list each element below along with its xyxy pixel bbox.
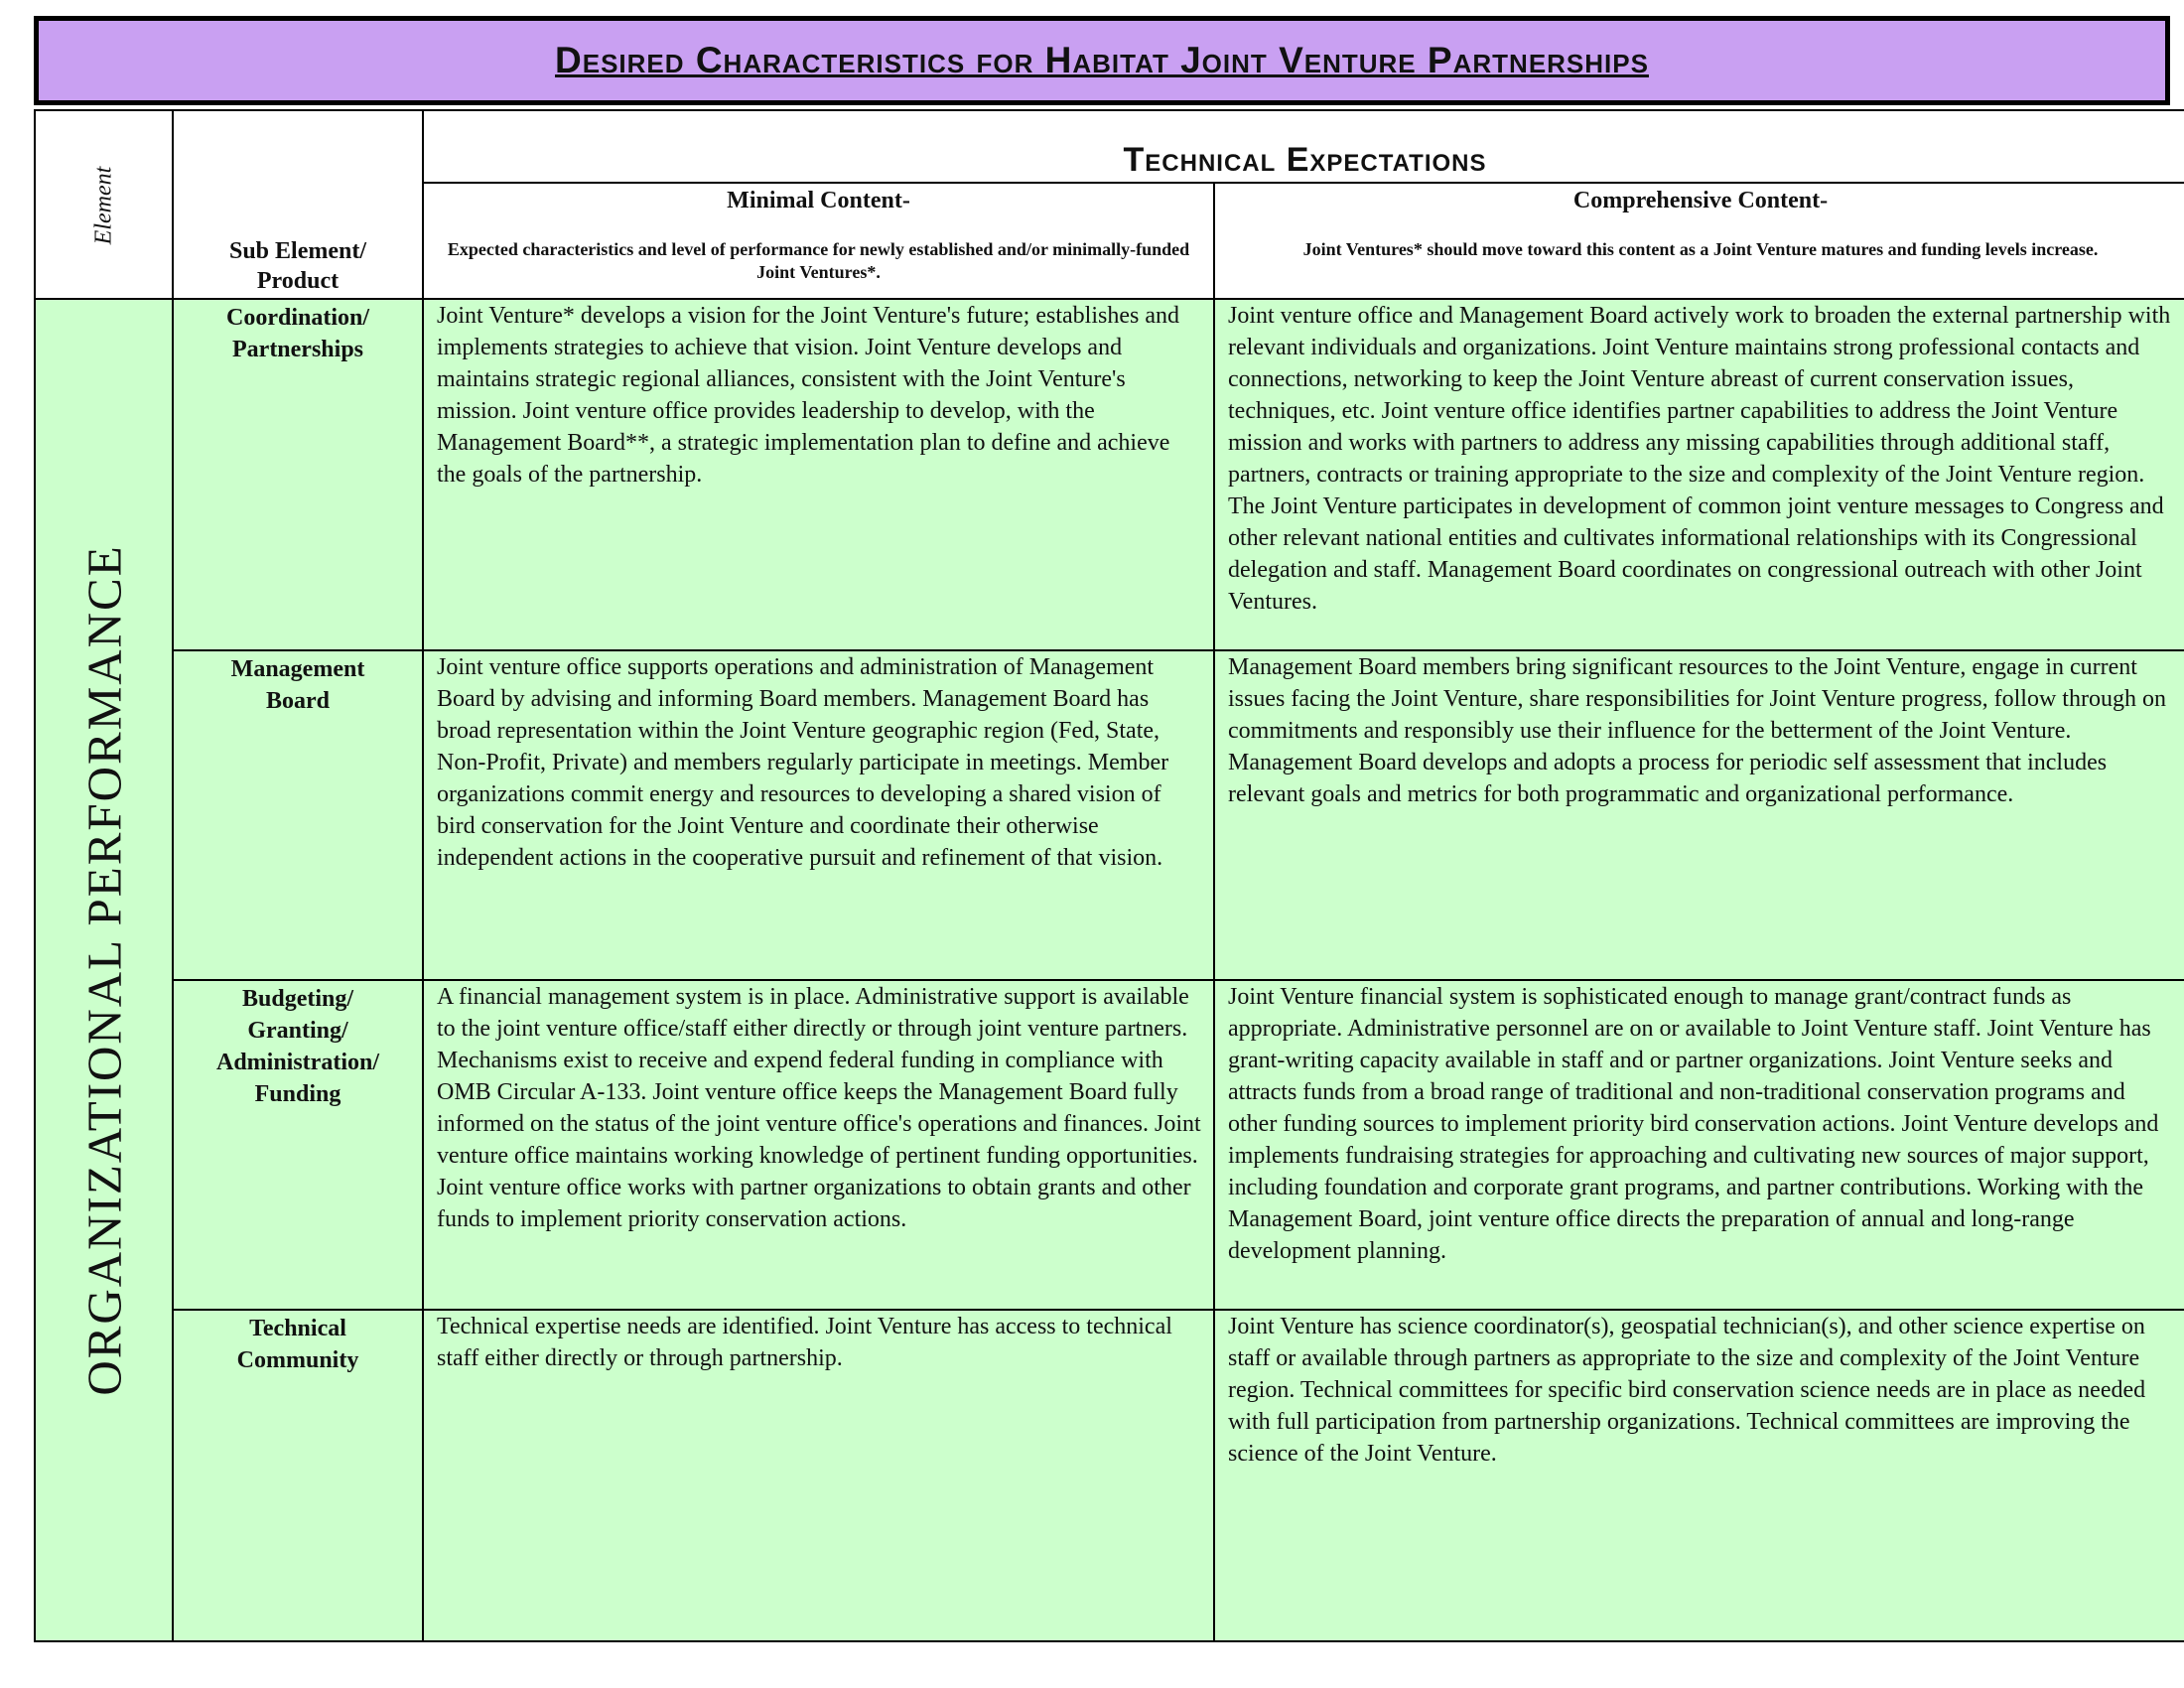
- sub-element-header-line2: Product: [256, 268, 340, 294]
- title-bar: [34, 16, 2170, 105]
- header-row-top: [35, 110, 2184, 183]
- characteristics-table: [34, 109, 2184, 1642]
- element-label: ORGANIZATIONAL PERFORMANCE: [76, 544, 131, 1396]
- comprehensive-content-description: Joint Ventures* should move toward this content as a Joint Venture matures and funding levels increase.: [1302, 238, 2099, 259]
- element-header-label: Element: [90, 166, 116, 245]
- minimal-content-cell: Technical expertise needs are identified. Joint Venture has access to technical staff either directly or through partnership.: [423, 1310, 1214, 1641]
- comprehensive-content-cell: Joint Venture has science coordinator(s), geospatial technician(s), and other science expertise on staff or available through partners as appropriate to the size and complexity of the Joint Venture region. Technical committees for specific bird conservation science needs are in place as needed with full participation from partnership organizations. Technical committees are improving the science of the Joint Venture.: [1214, 1310, 2184, 1641]
- sub-element-cell: [173, 1310, 423, 1641]
- technical-expectations-label: Technical Expectations: [1123, 140, 1487, 179]
- minimal-content-description: Expected characteristics and level of performance for newly established and/or minimally-funded Joint Ventures*.: [447, 238, 1190, 282]
- element-cell: [35, 299, 173, 1641]
- sub-element-label: Management Board: [230, 656, 365, 714]
- table-row: [35, 650, 2184, 980]
- sub-element-label: Coordination/ Partnerships: [225, 305, 370, 362]
- page-title: Desired Characteristics for Habitat Joint Venture Partnerships: [555, 40, 1649, 80]
- minimal-content-cell: Joint Venture* develops a vision for the Joint Venture's future; establishes and implements strategies to achieve that vision. Joint Venture develops and maintains strategic regional alliances, consistent with the Joint Venture's mission. Joint venture office provides leadership to develop, with the Management Board**, a strategic implementation plan to define and achieve the goals of the partnership.: [423, 299, 1214, 650]
- comprehensive-content-cell: Joint venture office and Management Board actively work to broaden the external partnership with relevant individuals and organizations. Joint Venture maintains strong professional contacts and connections, networking to keep the Joint Venture abreast of current conservation issues, techniques, etc. Joint venture office identifies partner capabilities to address the Joint Venture mission and works with partners to address any missing capabilities through additional staff, partners, contracts or training appropriate to the size and complexity of the Joint Venture region. The Joint Venture participates in development of common joint venture messages to Congress and other relevant national entities and cultivates informational relationships with its Congressional delegation and staff. Management Board coordinates on congressional outreach with other Joint Ventures.: [1214, 299, 2184, 650]
- minimal-content-cell: Joint venture office supports operations and administration of Management Board by advising and informing Board members. Management Board has broad representation within the Joint Venture geographic region (Fed, State, Non-Profit, Private) and members regularly participate in meetings. Member organizations commit energy and resources to developing a shared vision of bird conservation for the Joint Venture and coordinate their otherwise independent actions in the cooperative pursuit and refinement of that vision.: [423, 650, 1214, 980]
- comprehensive-content-title: Comprehensive Content-: [1572, 187, 1829, 213]
- sub-element-cell: [173, 650, 423, 980]
- sub-element-cell: [173, 299, 423, 650]
- element-header-cell: [35, 110, 173, 299]
- minimal-content-title: Minimal Content-: [727, 187, 910, 213]
- technical-expectations-header: [423, 110, 2184, 183]
- minimal-content-header: [423, 183, 1214, 299]
- comprehensive-content-cell: Management Board members bring significant resources to the Joint Venture, engage in current issues facing the Joint Venture, share responsibilities for Joint Venture progress, follow through on commitments and responsibly use their influence for the betterment of the Joint Venture. Management Board develops and adopts a process for periodic self assessment that includes relevant goals and metrics for both programmatic and organizational performance.: [1214, 650, 2184, 980]
- comprehensive-content-header: [1214, 183, 2184, 299]
- sub-element-header-cell: [173, 110, 423, 299]
- table-row: [35, 980, 2184, 1310]
- table-row: [35, 299, 2184, 650]
- sub-element-label: Technical Community: [236, 1316, 359, 1373]
- sub-element-cell: [173, 980, 423, 1310]
- minimal-content-cell: A financial management system is in place. Administrative support is available to the joint venture office/staff either directly or through joint venture partners. Mechanisms exist to receive and expend federal funding in compliance with OMB Circular A-133. Joint venture office keeps the Management Board fully informed on the status of the joint venture office's operations and finances. Joint venture office maintains working knowledge of pertinent funding opportunities. Joint venture office works with partner organizations to obtain grants and other funds to implement priority conservation actions.: [423, 980, 1214, 1310]
- table-row: [35, 1310, 2184, 1641]
- sub-element-label: Budgeting/ Granting/ Administration/ Funding: [215, 986, 379, 1107]
- sub-element-header-line1: Sub Element/: [228, 238, 367, 264]
- comprehensive-content-cell: Joint Venture financial system is sophisticated enough to manage grant/contract funds as appropriate. Administrative personnel are on or available to Joint Venture staff. Joint Venture has grant-writing capacity available in staff and or partner organizations. Joint Venture seeks and attracts funds from a broad range of traditional and non-traditional conservation programs and other funding sources to implement priority bird conservation actions. Joint Venture develops and implements fundraising strategies for approaching and cultivating new sources of major support, including foundation and corporate grant programs, and partner contributions. Working with the Management Board, joint venture office directs the preparation of annual and long-range development planning.: [1214, 980, 2184, 1310]
